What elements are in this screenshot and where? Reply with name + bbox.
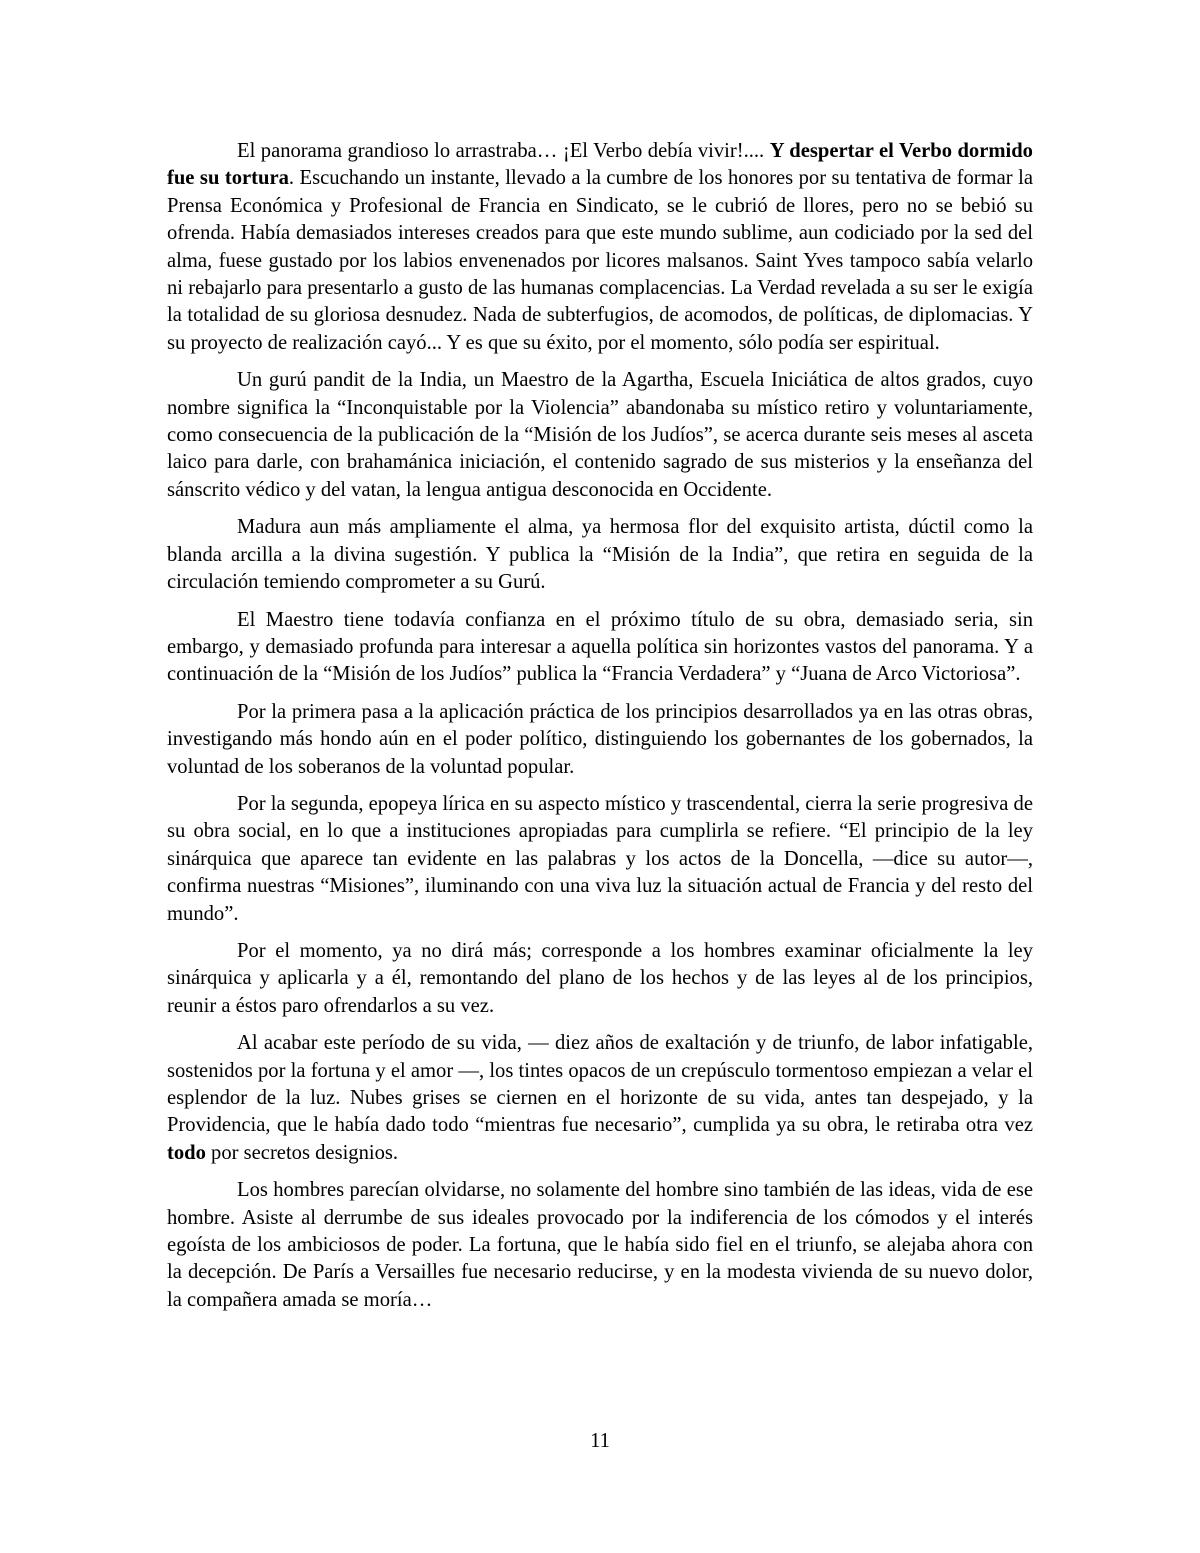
text-run: Un gurú pandit de la India, un Maestro de la Agartha, Escuela Iniciática de altos grados, cuyo nombre significa la “Inconquistable por la Violencia” abandonaba su místico retiro y voluntariamente, como consecuencia de la publicación de la “Misión de los Judíos”, se acerca durante seis meses al asceta laico para darle, con brahamánica iniciación, el contenido sagrado de sus misterios y la enseñanza del sánscrito védico y del vatan, la lengua antigua desconocida en Occidente.	[167, 369, 1033, 501]
text-run: Por el momento, ya no dirá más; corresponde a los hombres examinar oficialmente la ley sinárquica y aplicarla y a él, remontando del plano de los hechos y de las leyes al de los principios, reunir a éstos paro ofrendarlos a su vez.	[167, 939, 1033, 1017]
text-run: El panorama grandioso lo arrastraba… ¡El Verbo debía vivir!....	[237, 140, 770, 162]
text-run: El Maestro tiene todavía confianza en el próximo título de su obra, demasiado seria, sin embargo, y demasiado profunda para interesar a aquella política sin horizontes vastos del panorama. Y a continuación de la “Misión de los Judíos” publica la “Francia Verdadera” y “Juana de Arco Victoriosa”.	[167, 608, 1033, 686]
bold-text: todo	[167, 1141, 206, 1164]
paragraph	[167, 938, 1033, 1020]
paragraph	[167, 1030, 1033, 1167]
paragraph	[167, 791, 1033, 928]
bold-text: Y despertar el Verbo dormido fue su tortura	[167, 140, 1033, 190]
text-run: Por la segunda, epopeya lírica en su aspecto místico y trascendental, cierra la serie progresiva de su obra social, en lo que a instituciones apropiadas para cumplirla se refiere. “El principio de la ley sinárquica que aparece tan evidente en las palabras y los actos de la Doncella, —dice su autor—, confirma nuestras “Misiones”, iluminando con una viva luz la situación actual de Francia y del resto del mundo”.	[167, 792, 1033, 925]
text-run: Madura aun más ampliamente el alma, ya hermosa flor del exquisito artista, dúctil como la blanda arcilla a la divina sugestión. Y publica la “Misión de la India”, que retira en seguida de la circulación temiendo comprometer a su Gurú.	[167, 516, 1033, 594]
paragraph	[167, 1177, 1033, 1314]
text-run: Al acabar este período de su vida, — diez años de exaltación y de triunfo, de labor infatigable, sostenidos por la fortuna y el amor —, los tintes opacos de un crepúsculo tormentoso empiezan a velar el esplendor de la luz. Nubes grises se ciernen en el horizonte de su vida, antes tan despejado, y la Providencia, que le había dado todo “mientras fue necesario”, cumplida ya su obra, le retiraba otra vez	[167, 1032, 1033, 1137]
text-run: Los hombres parecían olvidarse, no solamente del hombre sino también de las ideas, vida de ese hombre. Asiste al derrumbe de sus ideales provocado por la indiferencia de los cómodos y el interés egoísta de los ambiciosos de poder. La fortuna, que le había sido fiel en el triunfo, se alejaba ahora con la decepción. De París a Versailles fue necesario reducirse, y en la modesta vivienda de su nuevo dolor, la compañera amada se moría…	[167, 1179, 1033, 1311]
text-run: Por la primera pasa a la aplicación práctica de los principios desarrollados ya en las otras obras, investigando más hondo aún en el poder político, distinguiendo los gobernantes de los gobernados, la voluntad de los soberanos de la voluntad popular.	[167, 700, 1033, 778]
paragraph	[167, 607, 1033, 689]
text-run: . Escuchando un instante, llevado a la cumbre de los honores por su tentativa de formar la Prensa Económica y Profesional de Francia en Sindicato, se le cubrió de llores, pero no se bebió su ofrenda. Había demasiados intereses creados para que este mundo sublime, aun codiciado por la sed del alma, fuese gustado por los labios envenenados por licores malsanos. Saint Yves tampoco sabía velarlo ni rebajarlo para presentarlo a gusto de las humanas complacencias. La Verdad revelada a su ser le exigía la totalidad de su gloriosa desnudez. Nada de subterfugios, de acomodos, de políticas, de diplomacias. Y su proyecto de realización cayó... Y es que su éxito, por el momento, sólo podía ser espiritual.	[167, 167, 1033, 354]
paragraph	[167, 514, 1033, 596]
page-number: 11	[590, 1430, 610, 1452]
paragraph	[167, 367, 1033, 504]
text-run: por secretos designios.	[205, 1141, 399, 1164]
paragraph	[167, 138, 1033, 357]
body-text	[167, 138, 1033, 1314]
document-page	[167, 138, 1033, 1324]
paragraph	[167, 699, 1033, 781]
